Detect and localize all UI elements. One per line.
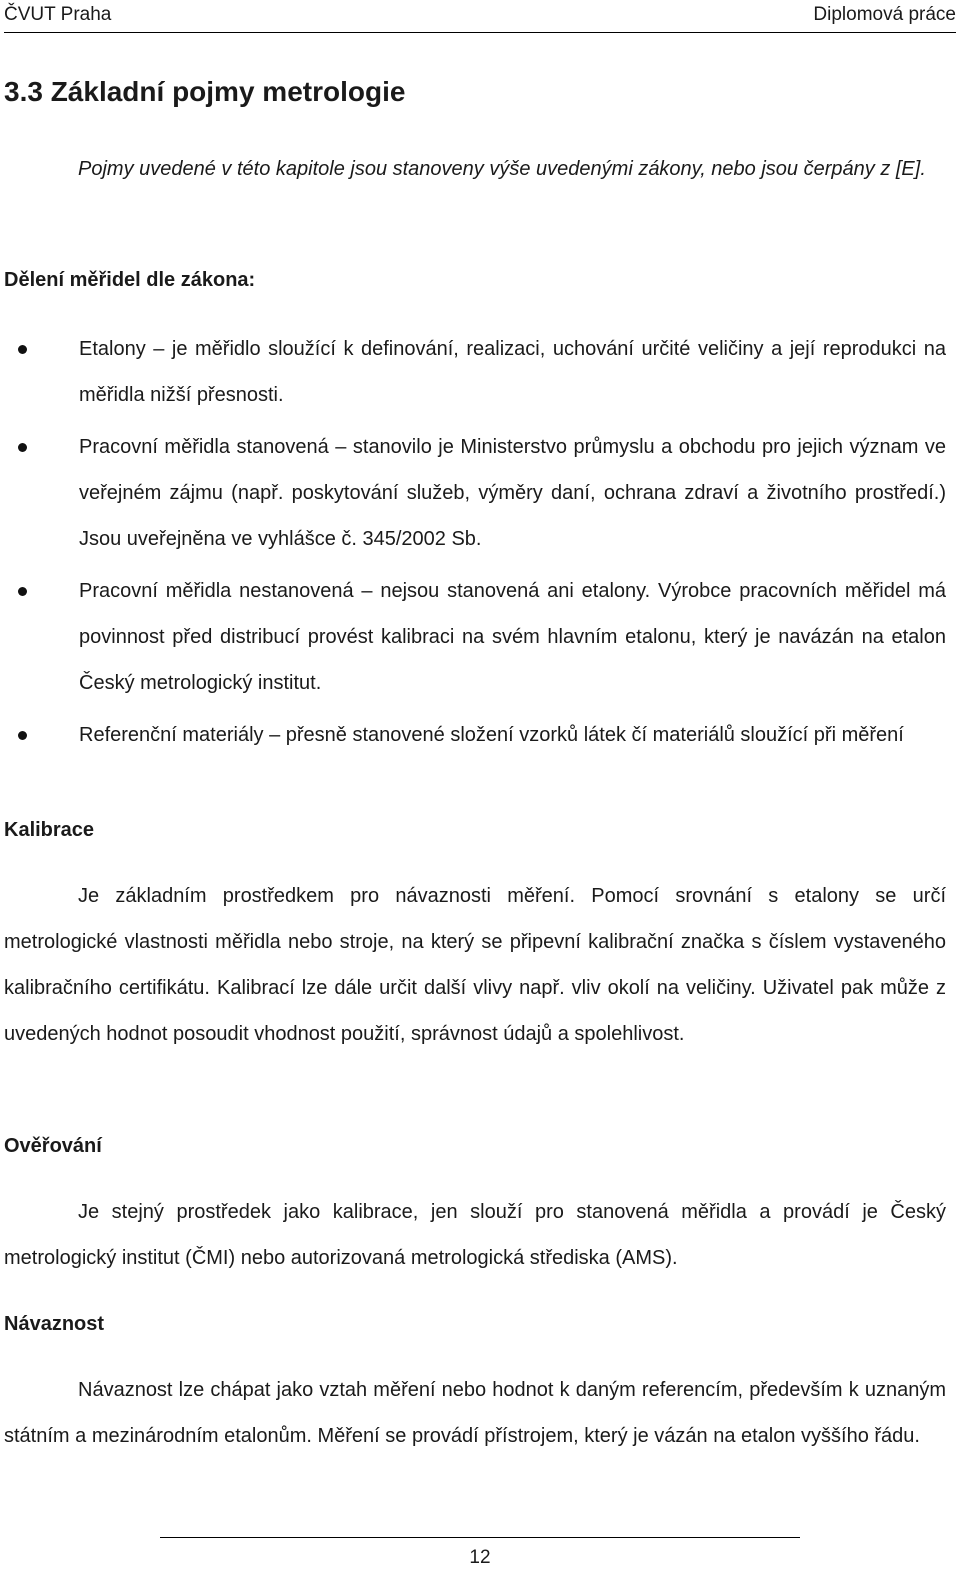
list-item-text: Pracovní měřidla stanovená – stanovilo je Ministerstvo průmyslu a obchodu pro jejich význam ve veřejném zájmu (např. poskytování služeb, výměry daní, ochrana zdraví a životního prostředí.) Jsou uveřejněna ve vyhlášce č. 345/2002 Sb. (79, 436, 946, 550)
list-item-text: Referenční materiály – přesně stanovené složení vzorků látek čí materiálů sloužící při měření (79, 724, 904, 746)
running-header (4, 2, 956, 33)
list-item-text: Etalony – je měřidlo sloužící k definování, realizaci, uchování určité veličiny a její reprodukci na měřidla nižší přesnosti. (79, 338, 946, 406)
section-text: Je stejný prostředek jako kalibrace, jen slouží pro stanovená měřidla a provádí je Český metrologický institut (ČMI) nebo autorizovaná metrologická střediska (AMS). (4, 1201, 946, 1269)
bullet-icon (18, 587, 27, 596)
header-institution: ČVUT Praha (4, 4, 112, 25)
section-title: 3.3 Základní pojmy metrologie (4, 76, 406, 107)
section-paragraph-overovani (4, 1189, 946, 1281)
bullet-icon (18, 443, 27, 452)
division-heading: Dělení měřidel dle zákona: (4, 269, 256, 291)
list-item (0, 712, 946, 758)
footer-divider (160, 1537, 800, 1538)
section-paragraph-navaznost (4, 1367, 946, 1459)
section-heading-navaznost: Návaznost (4, 1313, 105, 1335)
section-paragraph-kalibrace (4, 873, 946, 1057)
section-heading-kalibrace: Kalibrace (4, 819, 95, 841)
list-item (0, 424, 946, 562)
list-item-text: Pracovní měřidla nestanovená – nejsou stanovená ani etalony. Výrobce pracovních měřidel má povinnost před distribucí provést kalibraci na svém hlavním etalonu, který je navázán na etalon Český metrologický institut. (79, 580, 946, 694)
section-text: Návaznost lze chápat jako vztah měření nebo hodnot k daným referencím, především k uznaným státním a mezinárodním etalonům. Měření se provádí přístrojem, který je vázán na etalon vyššího řádu. (4, 1379, 946, 1447)
header-document-type: Diplomová práce (813, 4, 956, 25)
section-heading-overovani: Ověřování (4, 1135, 102, 1157)
intro-text: Pojmy uvedené v této kapitole jsou stanoveny výše uvedenými zákony, nebo jsou čerpány z [E]. (78, 158, 926, 180)
page-number: 12 (469, 1547, 491, 1568)
list-item (0, 568, 946, 706)
section-text: Je základním prostředkem pro návaznosti měření. Pomocí srovnání s etalony se určí metrologické vlastnosti měřidla nebo stroje, na který se připevní kalibrační značka s číslem vystaveného kalibračního certifikátu. Kalibrací lze dále určit další vlivy např. vliv okolí na veličiny. Uživatel pak může z uvedených hodnot posoudit vhodnost použití, správnost údajů a spolehlivost. (4, 885, 946, 1045)
bullet-icon (18, 731, 27, 740)
list-item (0, 326, 946, 418)
measuring-instrument-list (0, 326, 960, 764)
intro-paragraph (4, 146, 946, 192)
bullet-icon (18, 345, 27, 354)
